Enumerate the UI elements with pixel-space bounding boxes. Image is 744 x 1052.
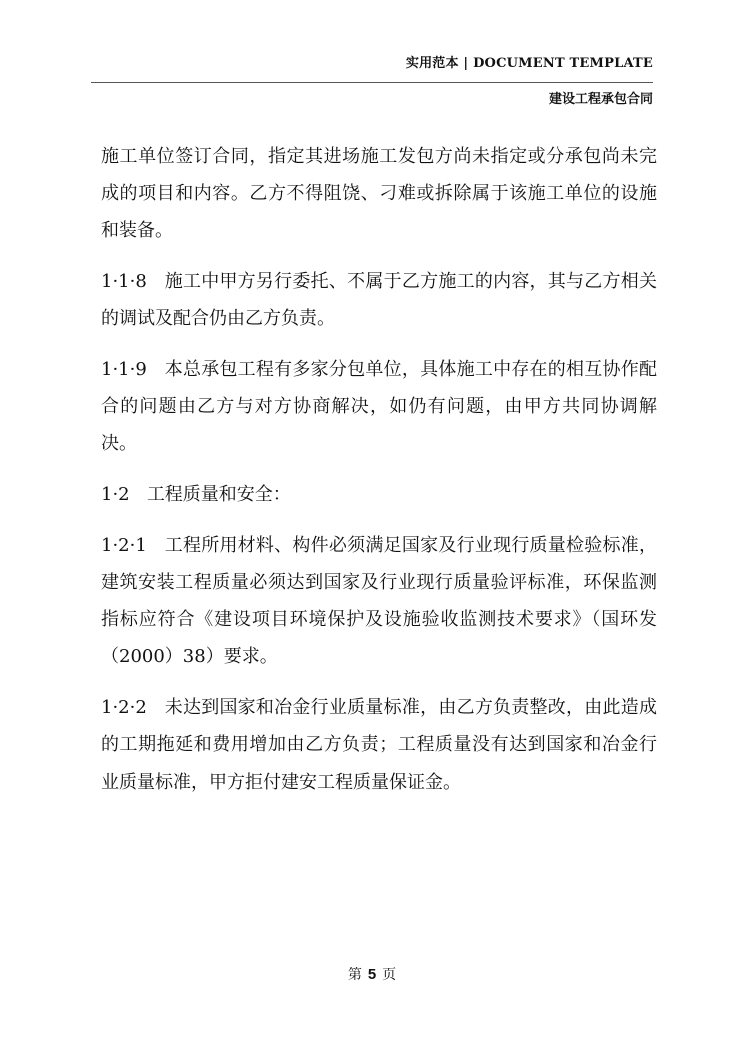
clause-text: 本总承包工程有多家分包单位，具体施工中存在的相互协作配合的问题由乙方与对方协商解决，如仍有问题，由甲方共同协调解决。 (101, 359, 658, 455)
header-divider (91, 82, 653, 83)
clause-text: 工程所用材料、构件必须满足国家及行业现行质量检验标准，建筑安装工程质量必须达到国家及行业现行质量验评标准，环保监测指标应符合《建设项目环境保护及设施验收监测技术要求》（国环发（2000）38）要求。 (101, 534, 658, 668)
clause-1-2-1 (101, 527, 657, 676)
page-footer (0, 964, 744, 984)
document-body (101, 138, 657, 814)
section-heading: 工程质量和安全： (146, 484, 291, 506)
clause-number: 1·2·2 (101, 697, 147, 719)
header-document-title: 建设工程承包合同 (548, 92, 653, 107)
paragraph-continuation (101, 138, 657, 250)
clause-number: 1·1·8 (101, 271, 147, 293)
page-number: 5 (367, 966, 377, 983)
clause-1-1-8 (101, 263, 657, 337)
clause-text: 施工中甲方另行委托、不属于乙方施工的内容，其与乙方相关的调试及配合仍由乙方负责。 (101, 271, 658, 330)
clause-number: 1·1·9 (101, 359, 147, 381)
page-suffix: 页 (382, 967, 397, 983)
page-prefix: 第 (347, 967, 362, 983)
paragraph-text: 施工单位签订合同，指定其进场施工发包方尚未指定或分承包尚未完成的项目和内容。乙方不得阻饶、刁难或拆除属于该施工单位的设施和装备。 (101, 146, 657, 242)
clause-number: 1·2·1 (101, 534, 147, 556)
clause-1-1-9 (101, 351, 657, 463)
clause-1-2-2 (101, 689, 657, 801)
clause-text: 未达到国家和冶金行业质量标准，由乙方负责整改，由此造成的工期拖延和费用增加由乙方负责；工程质量没有达到国家和冶金行业质量标准，甲方拒付建安工程质量保证金。 (101, 697, 658, 793)
section-number: 1·2 (101, 484, 130, 506)
section-1-2 (101, 476, 657, 513)
header-template-label: 实用范本 | DOCUMENT TEMPLATE (405, 56, 653, 71)
